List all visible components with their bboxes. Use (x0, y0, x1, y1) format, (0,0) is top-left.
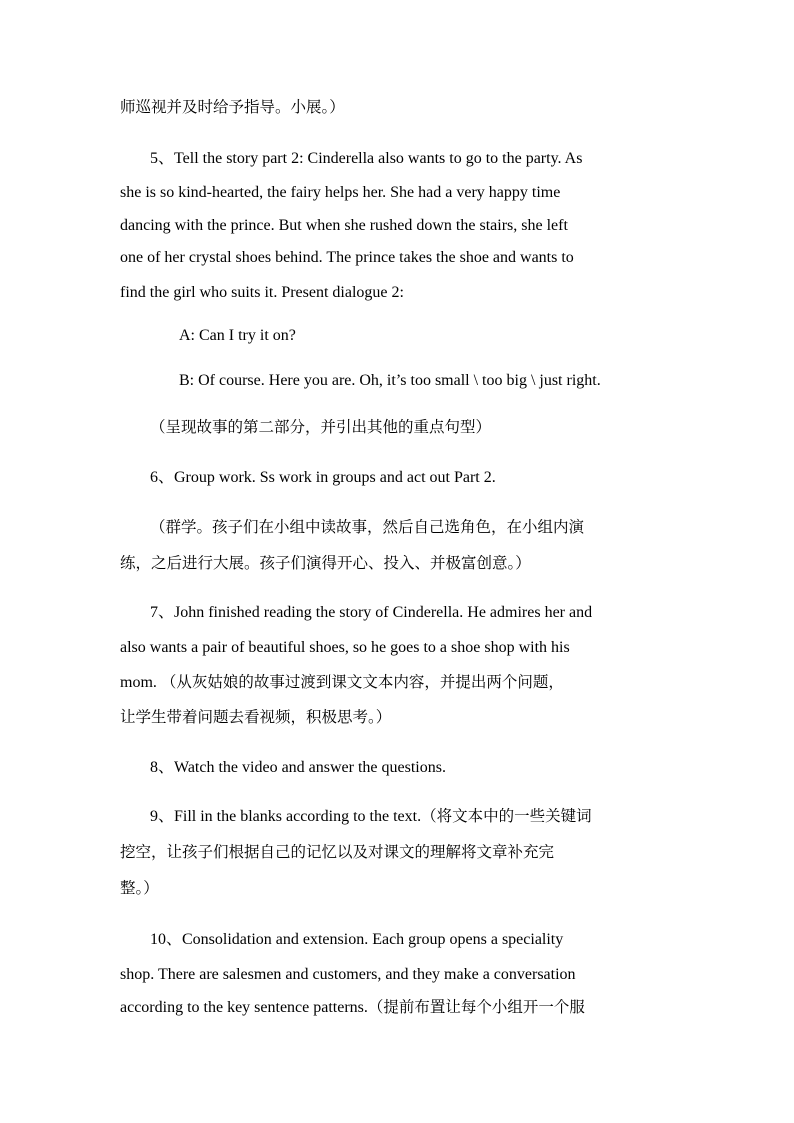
text-line: 师巡视并及时给予指导。小展。） (120, 98, 345, 116)
text-line: （群学。孩子们在小组中读故事，然后自己选角色，在小组内演 (150, 518, 585, 536)
text-line: 挖空，让孩子们根据自己的记忆以及对课文的理解将文章补充完 (120, 843, 555, 861)
text-run: according to the key sentence patterns. (120, 999, 368, 1016)
dialogue-line-a: A: Can I try it on? (179, 327, 296, 344)
text-line: she is so kind-hearted, the fairy helps her. She had a very happy time (120, 184, 561, 201)
text-line (120, 997, 585, 1018)
text-line: dancing with the prince. But when she rushed down the stairs, she left (120, 217, 568, 234)
text-line: （呈现故事的第二部分，并引出其他的重点句型） (150, 418, 492, 436)
text-line: 整。） (120, 879, 159, 897)
dialogue-line-b: B: Of course. Here you are. Oh, it’s too small \ too big \ just right. (179, 372, 601, 389)
text-line: 8、Watch the video and answer the questions. (150, 759, 446, 776)
text-line: 让学生带着问题去看视频，积极思考。） (120, 708, 392, 726)
text-line: one of her crystal shoes behind. The prince takes the shoe and wants to (120, 249, 574, 266)
text-line (120, 672, 564, 693)
text-line: 6、Group work. Ss work in groups and act out Part 2. (150, 469, 496, 486)
text-line: 7、John finished reading the story of Cinderella. He admires her and (150, 604, 593, 621)
text-line (150, 806, 592, 827)
text-line: 10、Consolidation and extension. Each group opens a speciality (150, 931, 564, 948)
text-line: 练，之后进行大展。孩子们演得开心、投入、并极富创意。） (120, 554, 531, 572)
text-line: shop. There are salesmen and customers, and they make a conversation (120, 966, 576, 983)
text-line: 5、Tell the story part 2: Cinderella also wants to go to the party. As (150, 150, 583, 167)
text-run: 9、Fill in the blanks according to the text. (150, 808, 422, 825)
text-line: also wants a pair of beautiful shoes, so he goes to a shoe shop with his (120, 639, 570, 656)
text-run: （从灰姑娘的故事过渡到课文文本内容，并提出两个问题， (160, 673, 564, 691)
text-run: （将文本中的一些关键词 (421, 807, 592, 825)
text-run: （提前布置让每个小组开一个服 (367, 998, 585, 1016)
text-run: mom. (120, 674, 157, 691)
text-line: find the girl who suits it. Present dialogue 2: (120, 284, 404, 301)
